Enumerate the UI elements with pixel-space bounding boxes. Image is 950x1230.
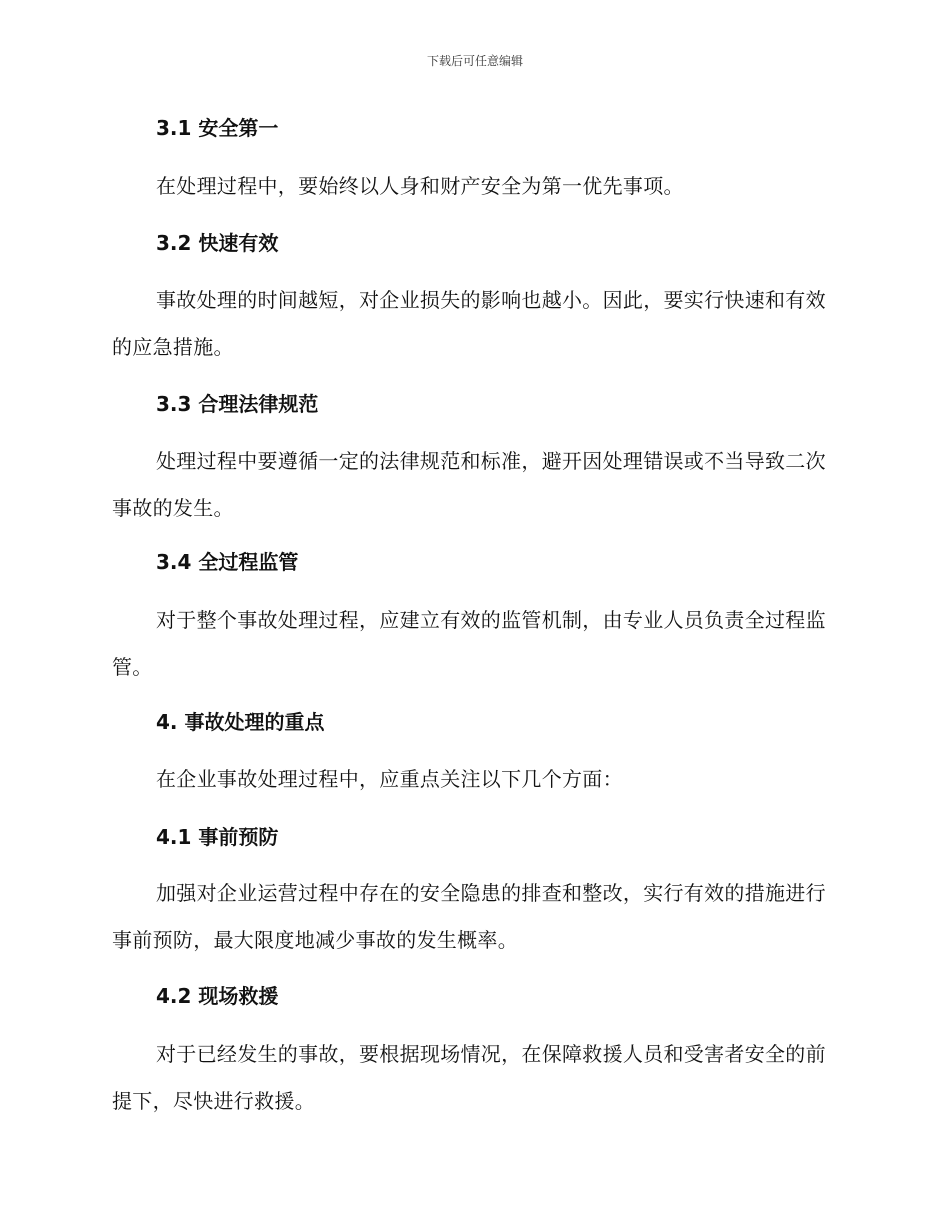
- section-heading: 3.3 合理法律规范: [156, 392, 319, 416]
- section-4: [112, 708, 832, 736]
- section-3-2-body: [112, 277, 832, 371]
- section-heading: 3.1 安全第一: [156, 116, 279, 140]
- section-paragraph: 在企业事故处理过程中，应重点关注以下几个方面：: [156, 767, 623, 791]
- section-3-1-body: [112, 163, 832, 210]
- section-paragraph: 对于已经发生的事故，要根据现场情况，在保障救援人员和受害者安全的前提下，尽快进行救援。: [112, 1042, 826, 1113]
- page-header-note: 下载后可任意编辑: [426, 54, 523, 68]
- section-heading: 3.2 快速有效: [156, 231, 279, 255]
- section-paragraph: 在处理过程中，要始终以人身和财产安全为第一优先事项。: [156, 174, 684, 198]
- section-paragraph: 加强对企业运营过程中存在的安全隐患的排查和整改，实行有效的措施进行事前预防，最大限度地减少事故的发生概率。: [112, 881, 826, 952]
- section-paragraph: 对于整个事故处理过程，应建立有效的监管机制，由专业人员负责全过程监管。: [112, 608, 826, 679]
- section-3-3: [112, 390, 832, 418]
- section-4-1-body: [112, 870, 832, 964]
- section-4-body: [112, 756, 832, 803]
- section-heading: 3.4 全过程监管: [156, 550, 299, 574]
- section-4-2-body: [112, 1031, 832, 1125]
- section-3-3-body: [112, 438, 832, 532]
- section-4-1: [112, 823, 832, 851]
- section-3-4: [112, 548, 832, 576]
- section-3-2: [112, 229, 832, 257]
- section-paragraph: 处理过程中要遵循一定的法律规范和标准，避开因处理错误或不当导致二次事故的发生。: [112, 449, 826, 520]
- section-heading: 4.1 事前预防: [156, 825, 279, 849]
- section-heading: 4. 事故处理的重点: [156, 710, 325, 734]
- section-3-4-body: [112, 597, 832, 691]
- section-4-2: [112, 982, 832, 1010]
- section-heading: 4.2 现场救援: [156, 984, 279, 1008]
- section-paragraph: 事故处理的时间越短，对企业损失的影响也越小。因此，要实行快速和有效的应急措施。: [112, 288, 826, 359]
- section-3-1: [112, 114, 832, 142]
